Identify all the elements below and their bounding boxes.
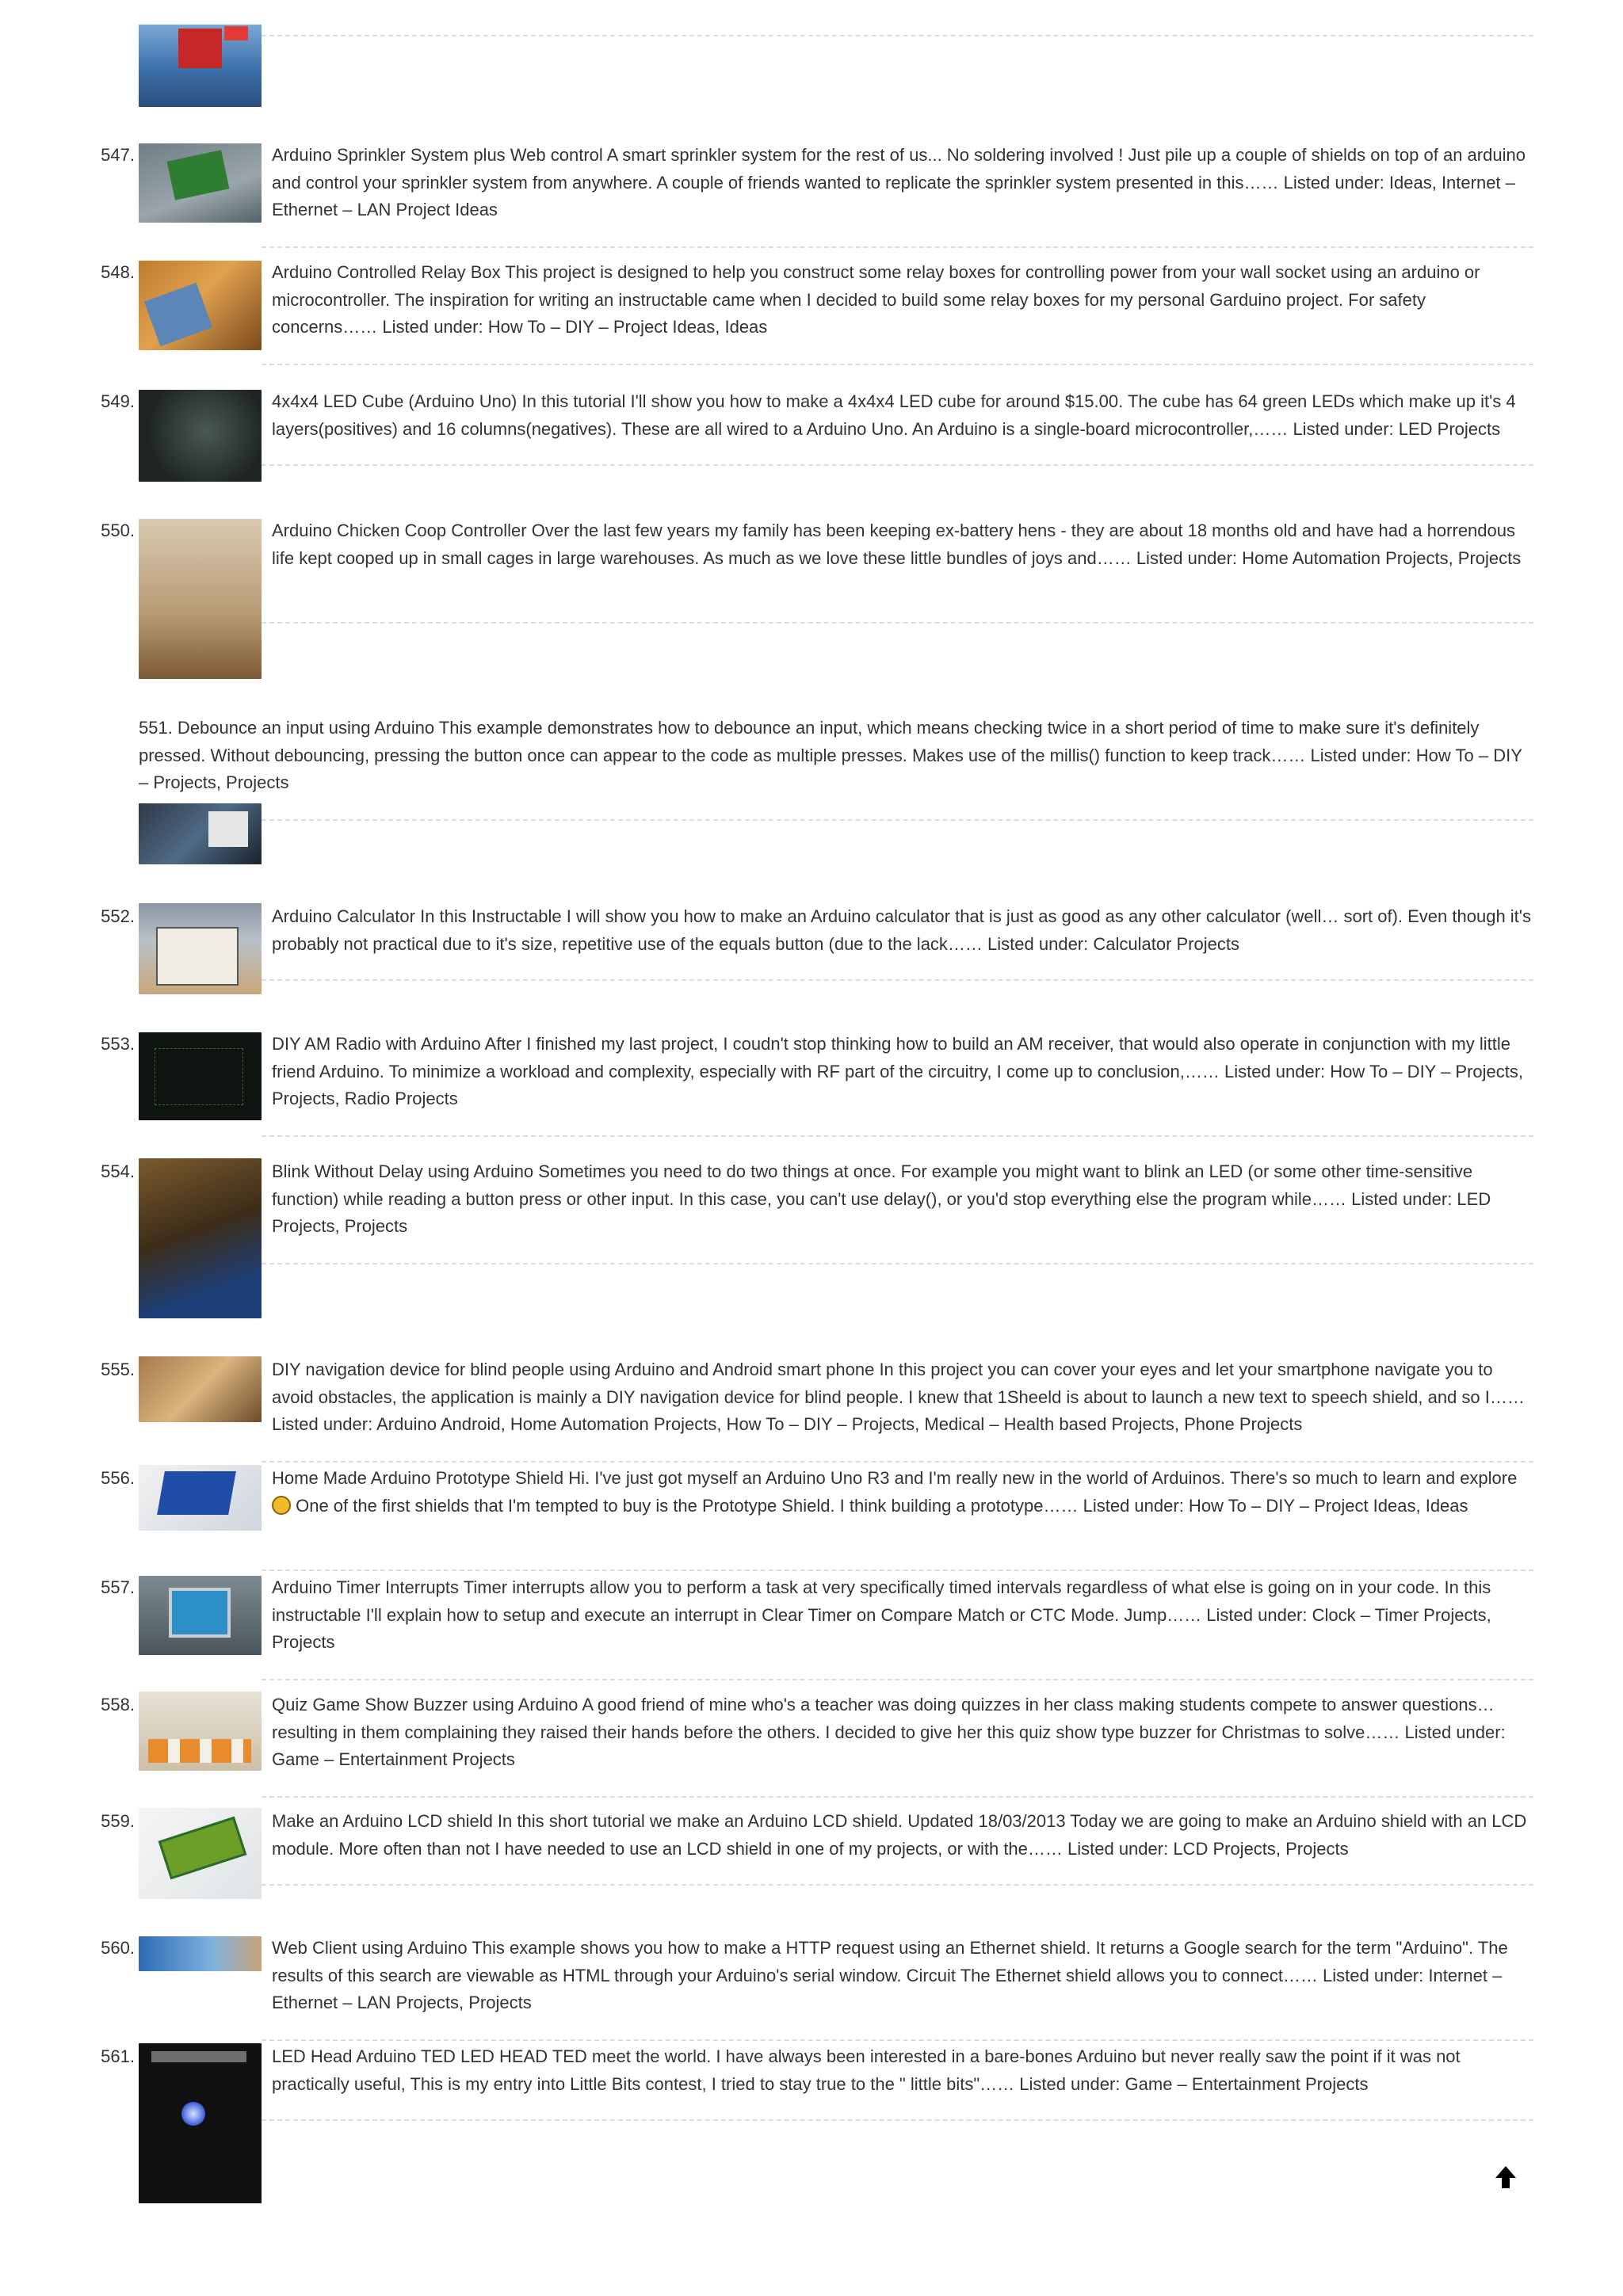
item-description[interactable]: Blink Without Delay using Arduino Sometimes you need to do two things at once. For example you might want to blink an LED (or some other time-sensitive function) while reading a button press or other input. In this case, you can't use delay(), or you'd stop everything else the program while…… Listed under: LED Projects, Projects: [272, 1161, 1491, 1236]
item-description[interactable]: Arduino Calculator In this Instructable I will show you how to make an Arduino calculator that is just as good as any other calculator (well… sort of). Even though it's probably not practical due to it's size, repetitive use of the equals button (due to the lack…… Listed under: Calculator Projects: [272, 906, 1531, 954]
separator: [262, 819, 1533, 821]
item-number: 558.: [101, 1695, 135, 1714]
item-thumbnail[interactable]: [139, 903, 262, 994]
scroll-top-button[interactable]: [1494, 2164, 1518, 2191]
item-description[interactable]: Arduino Sprinkler System plus Web control A smart sprinkler system for the rest of us... No soldering involved ! Just pile up a couple of shields on top of an arduino and control your sprinkler system from anywhere. A couple of friends wanted to replicate the sprinkler system presented in this…… Listed under: Ideas, Internet – Ethernet – LAN Project Ideas: [272, 145, 1526, 219]
item-number: 556.: [101, 1468, 135, 1488]
item-description[interactable]: DIY AM Radio with Arduino After I finished my last project, I coudn't stop thinking how to build an AM receiver, that would also operate in conjunction with my little friend Arduino. To minimize a workload and complexity, especially with RF part of the circuitry, I come up to conclusion,…… Listed under: How To – DIY – Projects, Projects, Radio Projects: [272, 1034, 1524, 1108]
item-thumbnail[interactable]: [139, 1576, 262, 1655]
item-description[interactable]: Quiz Game Show Buzzer using Arduino A good friend of mine who's a teacher was doing quizzes in her class making students compete to answer questions… resulting in them complaining they raised their hands before the others. I decided to give her this quiz show type buzzer for Christmas to solve…… Listed under: Game – Entertainment Projects: [272, 1695, 1506, 1769]
item-thumbnail[interactable]: [139, 1465, 262, 1531]
separator: [262, 1796, 1533, 1798]
arrow-up-icon: [1494, 2164, 1518, 2191]
item-number: 557.: [101, 1577, 135, 1597]
item-thumbnail[interactable]: [139, 803, 262, 864]
separator: [262, 35, 1533, 36]
item-description[interactable]: Make an Arduino LCD shield In this short tutorial we make an Arduino LCD shield. Updated 18/03/2013 Today we are going to make an Arduino shield with an LCD module. More often than not I have needed to use an LCD shield in one of my projects, or with the…… Listed under: LCD Projects, Projects: [272, 1811, 1527, 1859]
item-number: 560.: [101, 1938, 135, 1958]
separator: [262, 1569, 1533, 1571]
item-number: 553.: [101, 1034, 135, 1054]
separator: [262, 1884, 1533, 1886]
separator: [262, 1679, 1533, 1680]
item-number: 552.: [101, 906, 135, 926]
smiley-icon: [272, 1496, 291, 1515]
item-thumbnail[interactable]: [139, 1032, 262, 1120]
separator: [262, 2119, 1533, 2121]
item-thumbnail[interactable]: [139, 1356, 262, 1422]
item-number: 548.: [101, 262, 135, 282]
separator: [262, 2039, 1533, 2041]
separator: [262, 364, 1533, 365]
separator: [262, 979, 1533, 981]
separator: [262, 246, 1533, 248]
item-description[interactable]: LED Head Arduino TED LED HEAD TED meet the world. I have always been interested in a bare-bones Arduino but never really saw the point if it was not practically useful, This is my entry into Little Bits contest, I tried to stay true to the " little bits"…… Listed under: Game – Entertainment Projects: [272, 2046, 1461, 2094]
item-description[interactable]: Arduino Controlled Relay Box This project is designed to help you construct some relay boxes for controlling power from your wall socket using an arduino or microcontroller. The inspiration for writing an instructable came when I decided to build some relay boxes for my personal Garduino project. For safety concerns…… Listed under: How To – DIY – Project Ideas, Ideas: [272, 262, 1480, 337]
item-thumbnail[interactable]: [139, 25, 262, 107]
item-thumbnail[interactable]: [139, 519, 262, 679]
separator: [262, 1263, 1533, 1264]
item-description[interactable]: Arduino Timer Interrupts Timer interrupts allow you to perform a task at very specifically timed intervals regardless of what else is going on in your code. In this instructable I'll explain how to setup and execute an interrupt in Clear Timer on Compare Match or CTC Mode. Jump…… Listed under: Clock – Timer Projects, Projects: [272, 1577, 1491, 1652]
item-thumbnail[interactable]: [139, 143, 262, 223]
description-text: Home Made Arduino Prototype Shield Hi. I've just got myself an Arduino Uno R3 and I'm really new in the world of Arduinos. There's so much to learn and explore: [272, 1468, 1518, 1488]
item-number: 547.: [101, 145, 135, 165]
item-description[interactable]: 551. Debounce an input using Arduino This example demonstrates how to debounce an input, which means checking twice in a short period of time to make sure it's definitely pressed. Without debouncing, pressing the button once can appear to the code as multiple presses. Makes use of the millis() function to keep track…… Listed under: How To – DIY – Projects, Projects: [139, 718, 1522, 792]
item-number: 561.: [101, 2046, 135, 2066]
item-number: 555.: [101, 1360, 135, 1379]
separator: [262, 1135, 1533, 1137]
item-thumbnail[interactable]: [139, 1158, 262, 1318]
item-thumbnail[interactable]: [139, 1936, 262, 1971]
item-thumbnail[interactable]: [139, 1808, 262, 1899]
item-description[interactable]: [272, 1465, 1532, 1520]
item-description[interactable]: DIY navigation device for blind people using Arduino and Android smart phone In this project you can cover your eyes and let your smartphone navigate you to avoid obstacles, the application is mainly a DIY navigation device for blind people. I knew that 1Sheeld is about to launch a new text to speech shield, and so I…… Listed under: Arduino Android, Home Automation Projects, How To – DIY – Projects, Medical – Health based Projects, Phone Projects: [272, 1360, 1525, 1434]
separator: [262, 622, 1533, 624]
item-number: 549.: [101, 391, 135, 411]
item-description[interactable]: Web Client using Arduino This example shows you how to make a HTTP request using an Ethernet shield. It returns a Google search for the term "Arduino". The results of this search are viewable as HTML through your Arduino's serial window. Circuit The Ethernet shield allows you to connect…… Listed under: Internet – Ethernet – LAN Projects, Projects: [272, 1938, 1508, 2012]
item-description[interactable]: 4x4x4 LED Cube (Arduino Uno) In this tutorial I'll show you how to make a 4x4x4 LED cube for around $15.00. The cube has 64 green LEDs which make up it's 4 layers(positives) and 16 columns(negatives). These are all wired to a Arduino Uno. An Arduino is a single-board microcontroller,…… Listed under: LED Projects: [272, 391, 1516, 439]
item-thumbnail[interactable]: [139, 390, 262, 482]
item-number: 559.: [101, 1811, 135, 1831]
item-thumbnail[interactable]: [139, 261, 262, 350]
item-number: 550.: [101, 521, 135, 540]
separator: [262, 1461, 1533, 1463]
item-number: 554.: [101, 1161, 135, 1181]
separator: [262, 464, 1533, 466]
item-thumbnail[interactable]: [139, 2043, 262, 2203]
description-text: One of the first shields that I'm tempted to buy is the Prototype Shield. I think building a prototype…… Listed under: How To – DIY – Project Ideas, Ideas: [291, 1495, 1468, 1516]
item-thumbnail[interactable]: [139, 1691, 262, 1771]
item-description[interactable]: Arduino Chicken Coop Controller Over the last few years my family has been keeping ex-battery hens - they are about 18 months old and have had a horrendous life kept cooped up in small cages in large warehouses. As much as we love these little bundles of joys and…… Listed under: Home Automation Projects, Projects: [272, 521, 1522, 568]
